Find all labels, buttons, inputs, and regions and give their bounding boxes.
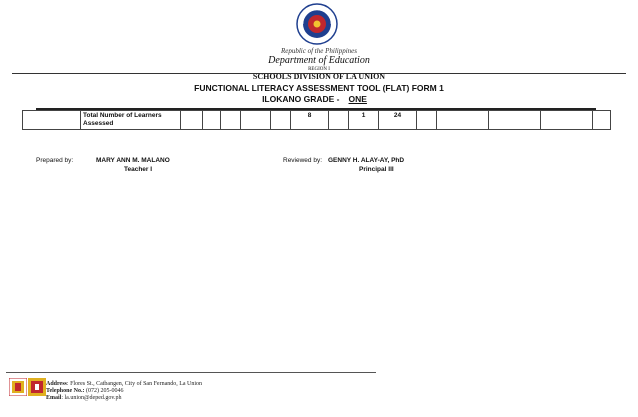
table-cell bbox=[271, 111, 291, 130]
table-row bbox=[23, 111, 611, 130]
division-name: SCHOOLS DIVISION OF LA UNION bbox=[252, 72, 386, 81]
prepared-by-position: Teacher I bbox=[124, 166, 153, 173]
email-line: Email: la.union@deped.gov.ph bbox=[46, 395, 122, 401]
table-cell: 8 bbox=[291, 111, 329, 130]
header-divider bbox=[12, 73, 626, 74]
form-title: FUNCTIONAL LITERACY ASSESSMENT TOOL (FLAT) FORM 1 bbox=[194, 83, 444, 93]
table-cell bbox=[417, 111, 437, 130]
form-subtitle bbox=[0, 94, 638, 104]
telephone-line: Telephone No.: (072) 205-0046 bbox=[46, 388, 124, 394]
prepared-by-label: Prepared by: bbox=[36, 157, 74, 164]
table-cell: 24 bbox=[379, 111, 417, 130]
assessment-table bbox=[22, 110, 611, 130]
department-name: Department of Education bbox=[268, 55, 370, 66]
table-cell bbox=[203, 111, 221, 130]
grade-prefix: ILOKANO GRADE - bbox=[262, 94, 340, 104]
table-cell bbox=[241, 111, 271, 130]
footer-contact bbox=[46, 381, 202, 402]
reviewed-by-name: GENNY H. ALAY-AY, PhD bbox=[328, 157, 405, 164]
table-cell bbox=[181, 111, 203, 130]
table-cell bbox=[329, 111, 349, 130]
address-line: Address: Flores St., Catbangen, City of San Fernando, La Union bbox=[46, 381, 203, 387]
reviewed-by-label: Reviewed by: bbox=[283, 157, 323, 164]
deped-seal-icon bbox=[296, 3, 338, 45]
footer-divider bbox=[6, 372, 376, 373]
table-cell bbox=[23, 111, 81, 130]
table-cell: 1 bbox=[349, 111, 379, 130]
row-label: Total Number of Learners Assessed bbox=[81, 111, 181, 130]
table-cell bbox=[221, 111, 241, 130]
grade-value: ONE bbox=[348, 94, 367, 104]
division-logo-icon bbox=[28, 378, 46, 396]
prepared-by-name: MARY ANN M. MALANO bbox=[96, 157, 170, 164]
table-cell bbox=[437, 111, 489, 130]
table-cell bbox=[593, 111, 611, 130]
table-cell bbox=[489, 111, 541, 130]
table-cell bbox=[541, 111, 593, 130]
reviewed-by-position: Principal III bbox=[359, 166, 394, 173]
region-line: REGION I bbox=[308, 67, 330, 72]
republic-line: Republic of the Philippines bbox=[280, 47, 357, 55]
deped-matatag-logo-icon bbox=[9, 378, 27, 396]
